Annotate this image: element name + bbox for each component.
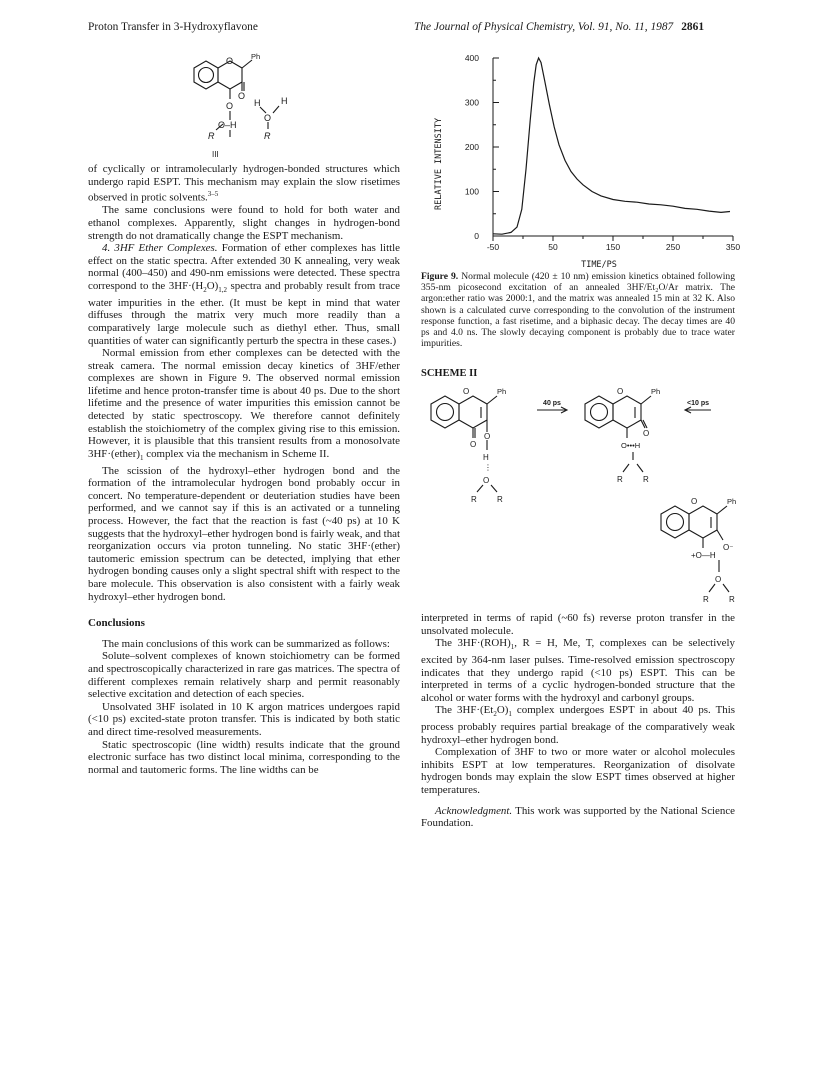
arrow-40ps-label: 40 ps xyxy=(543,400,561,407)
m1-hydroxyl-o: O xyxy=(484,432,491,441)
paragraph: 4. 3HF Ether Complexes. Formation of ether complexes has little effect on the static spectra. After extended 30 K annealing, very weak normal (400–450) and 490-nm emissions were detected. These spectra correspond to the $3HF\cdot(H_2O)_{1,2}$ spectra and probably result from trace water impurities in the ether. (It must be kept in mind that water diffuses through the matrix very much more readily than a comparatively large molecule such as diethyl ether. Thus, small quantities of water can significantly perturb the spectra in these cases.) xyxy=(88,242,400,347)
paragraph: The $3HF\cdot(ROH)_1$, R = H, Me, T, complexes can be selectively excited by 364-nm laser pulses. Time-resolved emission spectroscopy indicates that they undergo rapid (<10 ps) ESPT. This can be interpreted in terms of a cyclic hydrogen-bonded structure that the alcohol or water forms with the hydroxyl and carbonyl groups. xyxy=(421,637,735,704)
m2-ring-oxygen: O xyxy=(617,387,624,396)
m3-r-left: R xyxy=(703,595,709,604)
paragraph: Normal emission from ether complexes can be detected with the streak camera. The normal emission decay kinetics of 3HF/ether complexes are shown in Figure 9. The observed normal emission lifetime and hence proton-transfer time is about 40 ps. Due to the short lifetime and the presence of water impurities this emission cannot be detected by static spectroscopy. We therefore cannot definitely establish the stoichiometry of the complex giving rise to this emission. However, it is plausible that this transient results from a monosolvate $3HF\cdot(ether)_1$ complex via the mechanism in Scheme II. xyxy=(88,347,400,463)
m1-r-left: R xyxy=(471,495,477,504)
x-tick-label: 350 xyxy=(725,242,741,252)
paragraph: Static spectroscopic (line width) results indicate that the ground electronic surface has two distinct local minima, corresponding to the normal and tautomeric forms. The line widths can be xyxy=(88,738,400,776)
ring-oxygen: O xyxy=(226,56,234,66)
structure-iii xyxy=(180,40,330,160)
m2-o-h-bond: O•••H xyxy=(621,441,641,450)
paragraph: interpreted in terms of rapid (~60 fs) reverse proton transfer in the unsolvated molecule. xyxy=(421,612,735,637)
paragraph: Unsolvated 3HF isolated in 10 K argon matrices undergoes rapid (<10 ps) excited-state proton transfer. This is indicated by both static and direct time-resolved measurements. xyxy=(88,700,400,738)
paragraph: The main conclusions of this work can be summarized as follows: xyxy=(102,637,390,650)
paragraph: The scission of the hydroxyl–ether hydrogen bond and the formation of the intramolecular hydrogen bond probably occur in concert. No temperature-dependent or deuteriation studies have been performed, and we cannot say if this is an activated or a tunneling process. However, the fact that the reaction is fast (~40 ps) at 10 K suggests that the hydroxyl–ether hydrogen bond is fairly weak, and that reorganization occurs via proton tunneling. No static 3HF·(ether) tautomeric emission spectrum can be detected, implying that ether hydrogen bonding causes only a slight spectral shift with respect to the bare molecule. This observation is also consistent with a fairly weak hydroxyl–ether hydrogen bond. xyxy=(88,464,400,603)
journal-name: The Journal of Physical Chemistry, Vol. 91, No. 11, 1987 xyxy=(414,21,674,33)
m1-ring-oxygen: O xyxy=(463,387,470,396)
m1-carbonyl-o: O xyxy=(470,440,477,449)
conclusions-heading: Conclusions xyxy=(88,617,145,630)
page-number: 2861 xyxy=(681,21,705,33)
m1-ether-o: O xyxy=(483,476,490,485)
m3-r-right: R xyxy=(729,595,735,604)
right-column xyxy=(421,612,735,830)
hydroxyl-oxygen: O xyxy=(226,101,234,111)
paragraph: of cyclically or intramolecularly hydrogen-bonded structures which undergo rapid ESPT. This mechanism may explain the slow risetimes observed in protic solvents.$^{3-5}$ xyxy=(88,163,400,204)
scheme-title: SCHEME II xyxy=(421,368,478,379)
x-tick-label: 250 xyxy=(665,242,681,252)
caption-text: Normal molecule (420 ± 10 nm) emission kinetics obtained following 355-nm picosecond excitation of an annealed 3HF/Et₂O/Ar matrix. The argon:ether ratio was 2000:1, and the matrix was annealed 15 min at 32 K. Also shown is a calculated curve corresponding to the convolution of the instrument response function, a fast risetime, and a biphasic decay. The decay times are 40 ps and 4.0 ns. The slowly decaying component is probably due to trace water impurities. xyxy=(421,271,735,350)
y-axis-label: RELATIVE INTENSITY xyxy=(434,117,444,210)
x-axis-label: TIME/PS xyxy=(581,260,617,270)
paragraph: The $3HF\cdot(Et_2O)_1$ complex undergoes ESPT in about 40 ps. This process probably requires partial breakage of the comparatively weak hydroxyl–ether hydrogen bond. xyxy=(421,704,735,746)
x-tick-label: 150 xyxy=(605,242,621,252)
acknowledgment: Acknowledgment. This work was supported by the National Science Foundation. xyxy=(421,804,736,830)
left-column xyxy=(88,163,400,776)
m1-dots: ⋮ xyxy=(484,463,492,472)
h-top-label: H xyxy=(254,98,261,108)
section-heading: 4. 3HF Ether Complexes. xyxy=(102,242,218,255)
scheme-ii xyxy=(421,380,761,612)
paragraph: The same conclusions were found to hold for both water and ethanol complexes. Apparently, slight changes in hydrogen-bond strength do not dramatically change the ESPT mechanism. xyxy=(88,204,400,242)
figure-9-chart xyxy=(421,50,751,272)
journal-citation xyxy=(414,21,704,33)
m2-carbonyl-o: O xyxy=(643,429,650,438)
figure-caption xyxy=(421,271,735,349)
paragraph: Solute–solvent complexes of known stoichiometry can be formed and spectroscopically characterized in rare gas matrices. The spectra of different complexes remain relatively sharp and permit reasonably selective excitation and detection of each species. xyxy=(88,650,400,701)
o-h-label: O–H xyxy=(218,120,237,130)
decay-curve xyxy=(493,58,730,234)
ph-label: Ph xyxy=(251,52,261,61)
y-tick-label: 300 xyxy=(464,97,479,108)
running-title: Proton Transfer in 3-Hydroxyflavone xyxy=(88,21,258,33)
m3-ether-o: O xyxy=(715,575,722,584)
structure-number: III xyxy=(212,150,219,159)
h-right-label: H xyxy=(281,96,288,106)
r-right-label: R xyxy=(264,131,271,141)
y-tick-label: 100 xyxy=(464,186,479,197)
paragraph: Complexation of 3HF to two or more water or alcohol molecules inhibits ESPT at low temperatures. Reorganization of disolvate hydrogen bonds may explain the slow ESPT times observed at higher temperatures. xyxy=(421,746,735,797)
m2-r-left: R xyxy=(617,475,623,484)
m1-ph: Ph xyxy=(497,387,507,396)
y-tick-label: 400 xyxy=(464,53,479,63)
x-tick-label: -50 xyxy=(486,242,500,252)
y-tick-label: 0 xyxy=(474,231,479,241)
m2-ph: Ph xyxy=(651,387,661,396)
m3-ring-oxygen: O xyxy=(691,497,698,506)
y-tick-label: 200 xyxy=(464,142,479,152)
m3-o-minus: O⁻ xyxy=(723,543,734,552)
carbonyl-oxygen: O xyxy=(238,91,246,101)
m3-ph: Ph xyxy=(727,497,737,506)
m1-r-right: R xyxy=(497,495,503,504)
r-left-label: R xyxy=(208,131,215,141)
m2-r-right: R xyxy=(643,475,649,484)
x-tick-label: 50 xyxy=(548,242,558,252)
m1-h: H xyxy=(483,453,489,462)
figure-label: Figure 9. xyxy=(421,271,459,282)
arrow-10ps-label: <10 ps xyxy=(687,400,709,407)
o-right-label: O xyxy=(264,113,272,123)
m3-o-plus-h: +O—H xyxy=(691,551,716,560)
